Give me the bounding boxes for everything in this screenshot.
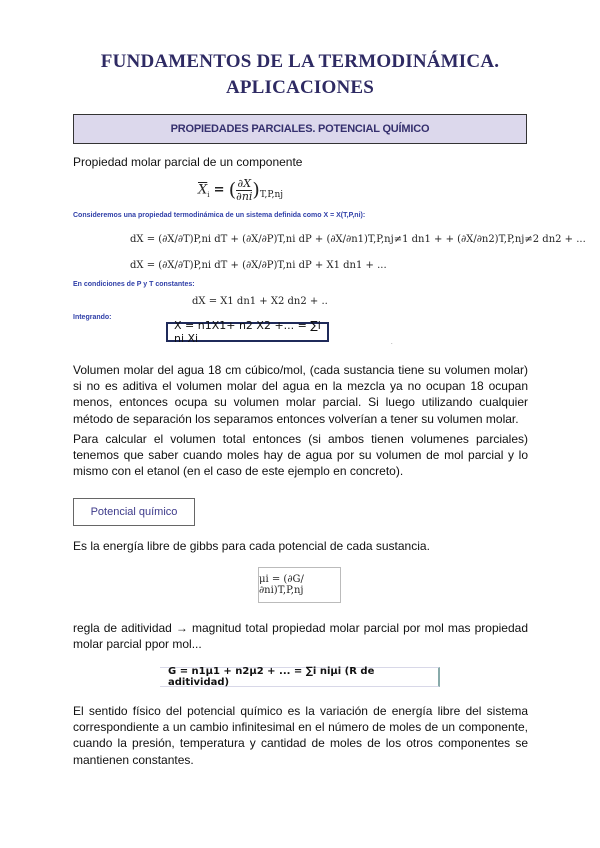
partial-molar-formula: $\overline{X}_i$ = ( $\frac{\partial X}{\partial ni}$ )$_{T,P,nj}$ [198, 177, 284, 203]
page-title-line-2: APLICACIONES [225, 77, 375, 98]
page-title-line-1: FUNDAMENTOS DE LA TERMODINÁMICA. [100, 51, 500, 72]
paragraph-volumen-total: Para calcular el volumen total entonces (si ambos tienen volumenes parciales) tenemos que saber cuando moles hay de agua por su volumen de mol parcial y lo mismo con el etanol (en el caso de este ejemplo en concreto). [73, 432, 528, 479]
intro-text: Propiedad molar parcial de un componente [73, 155, 303, 169]
gibbs-additivity-formula: G = n1μ1 + n2μ2 + ... = ∑i niμi (R de aditividad) [160, 667, 440, 687]
xi-symbol: $\overline{X}$ [198, 182, 208, 198]
potencial-quimico-heading: Potencial químico [73, 498, 195, 526]
dx-line-1: dX = (∂X/∂T)P,ni dT + (∂X/∂P)T,ni dP + (∂X/∂n1)T,P,nj≠1 dn1 + + (∂X/∂n2)T,P,nj≠2 dn2 + ... [130, 234, 586, 245]
dx-line-2: dX = (∂X/∂T)P,ni dT + (∂X/∂P)T,ni dP + X1 dn1 + ... [130, 260, 387, 271]
xi-den: ∂ni [236, 189, 253, 203]
xi-sub: i [207, 191, 210, 200]
xi-tail: T,P,nj [259, 190, 284, 201]
paragraph-regla-aditividad: regla de aditividad → magnitud total propiedad molar parcial por mol mas propiedad molar parcial ppor mol... [73, 621, 528, 652]
note-consider: Consideremos una propiedad termodinámica de un sistema definida como X = X(T,P,ni): [73, 212, 366, 219]
xi-num: ∂X [237, 177, 252, 190]
note-pt: En condiciones de P y T constantes: [73, 281, 195, 288]
note-integrando: Integrando: [73, 314, 112, 321]
paragraph-gibbs: Es la energía libre de gibbs para cada potencial de cada sustancia. [73, 539, 430, 553]
chemical-potential-formula: μi = (∂G/∂ni)T,P,nj [258, 567, 341, 603]
paragraph-volumen-molar: Volumen molar del agua 18 cm cúbico/mol, (cada sustancia tiene su volumen molar) si no es aditiva el volumen molar del agua en la mezcla ya no ocupan 18 ocupan menos, entonces ocupa su volumen molar parcial. Si luego utilizando cualquier método de separación los separamos entonces volverían a tener su volumen molar. [73, 363, 528, 426]
paragraph-sentido-fisico: El sentido físico del potencial químico es la variación de energía libre del sistema correspondiente a un cambio infinitesimal en el número de moles de un componente, cuando la presión, temperatura y cantidad de moles de los otros componentes se mantienen constantes. [73, 704, 528, 767]
section-heading: PROPIEDADES PARCIALES. POTENCIAL QUÍMICO [73, 114, 527, 144]
decorative-dot: . [391, 340, 393, 346]
boxed-additivity-formula: X = n1X1+ n2 X2 +... = ∑i ni Xi [166, 322, 329, 342]
dx-line-3: dX = X1 dn1 + X2 dn2 + .. [192, 296, 328, 307]
